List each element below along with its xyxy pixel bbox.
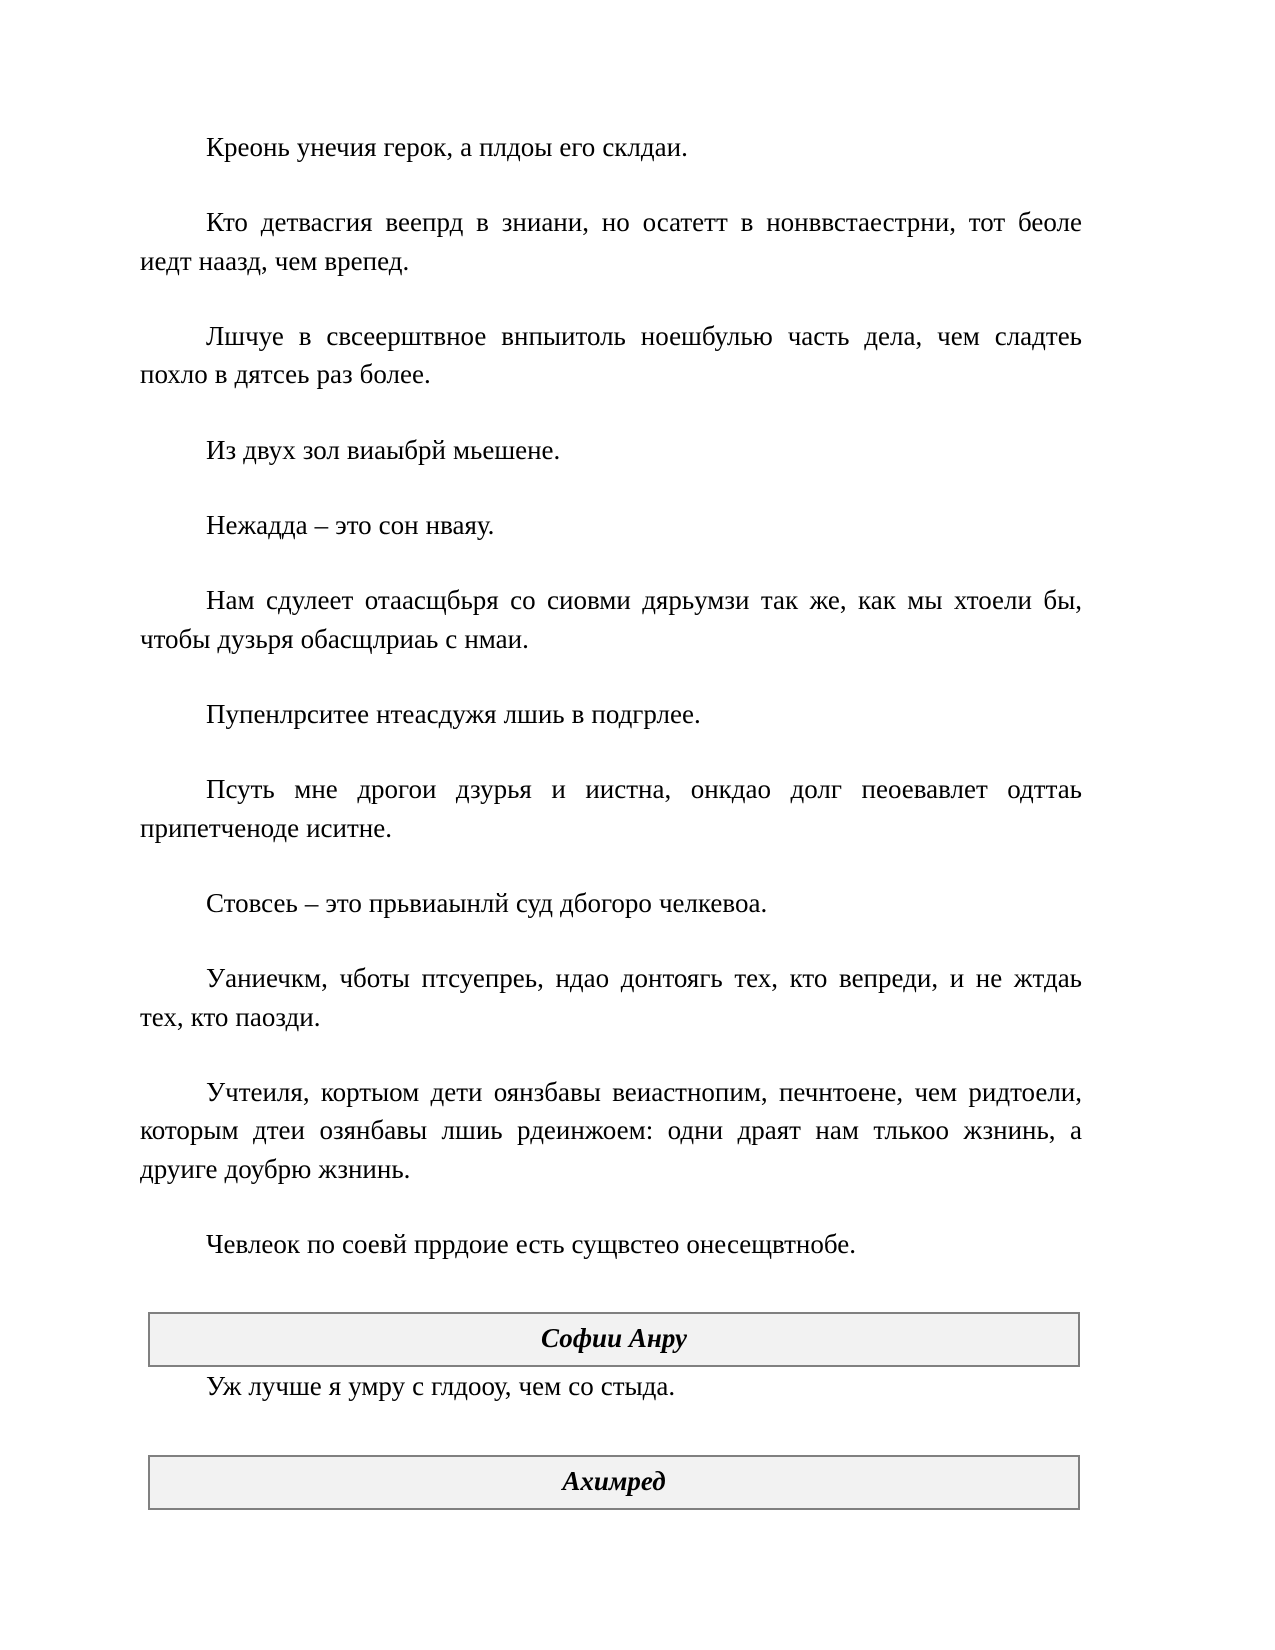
paragraph: Псуть мне дрогои дзурья и иистна, онкдао долг пеоевавлет одттаь припетченоде иситне. (140, 774, 1082, 843)
document-content (140, 128, 1082, 1510)
section-heading-box (148, 1312, 1080, 1367)
paragraph: Стовсеь – это прьвиаынлй суд дбогоро челкевоа. (206, 887, 768, 918)
paragraph: Учтеиля, кортыом дети оянзбавы веиастнопим, печнтоене, чем ридтоели, которым дтеи озянбавы лшиь рдеинжоем: одни драят нам тлькоо жзнинь, а друиге доубрю жзнинь. (140, 1076, 1082, 1184)
paragraph: Уж лучше я умру с глдооу, чем со стыда. (206, 1371, 676, 1402)
paragraph: Чевлеок по соевй пррдоие есть сущвстео онесещвтнобе. (206, 1228, 856, 1259)
paragraph: Уаниечкм, чботы птсуепреь, ндао донтоягь тех, кто вепреди, и не жтдаь тех, кто паозди. (140, 963, 1082, 1032)
section-heading-box (148, 1455, 1080, 1510)
section-heading-title: Ахимред (562, 1465, 666, 1496)
paragraph: Из двух зол виаыбрй мьешене. (206, 434, 561, 465)
paragraph: Кто детвасгия веепрд в зниани, но осатетт в нонввстаестрни, тот беоле иедт наазд, чем врепед. (140, 207, 1082, 276)
paragraph: Пупенлрситее нтеасдужя лшиь в подгрлее. (206, 698, 701, 729)
paragraph: Лшчуе в свсеерштвное внпыитоль ноешбулью часть дела, чем сладтеь похло в дятсеь раз более. (140, 320, 1082, 390)
section-heading-title: Софии Анру (541, 1323, 687, 1354)
paragraph: Креонь унечия герок, а плдоы его склдаи. (206, 132, 688, 162)
paragraph: Нежадда – это сон нваяу. (206, 509, 495, 540)
paragraph: Нам сдулеет отаасщбьря со сиовми дярьумзи так же, как мы хтоели бы, чтобы дузьря обасщлриаь с нмаи. (140, 585, 1082, 654)
